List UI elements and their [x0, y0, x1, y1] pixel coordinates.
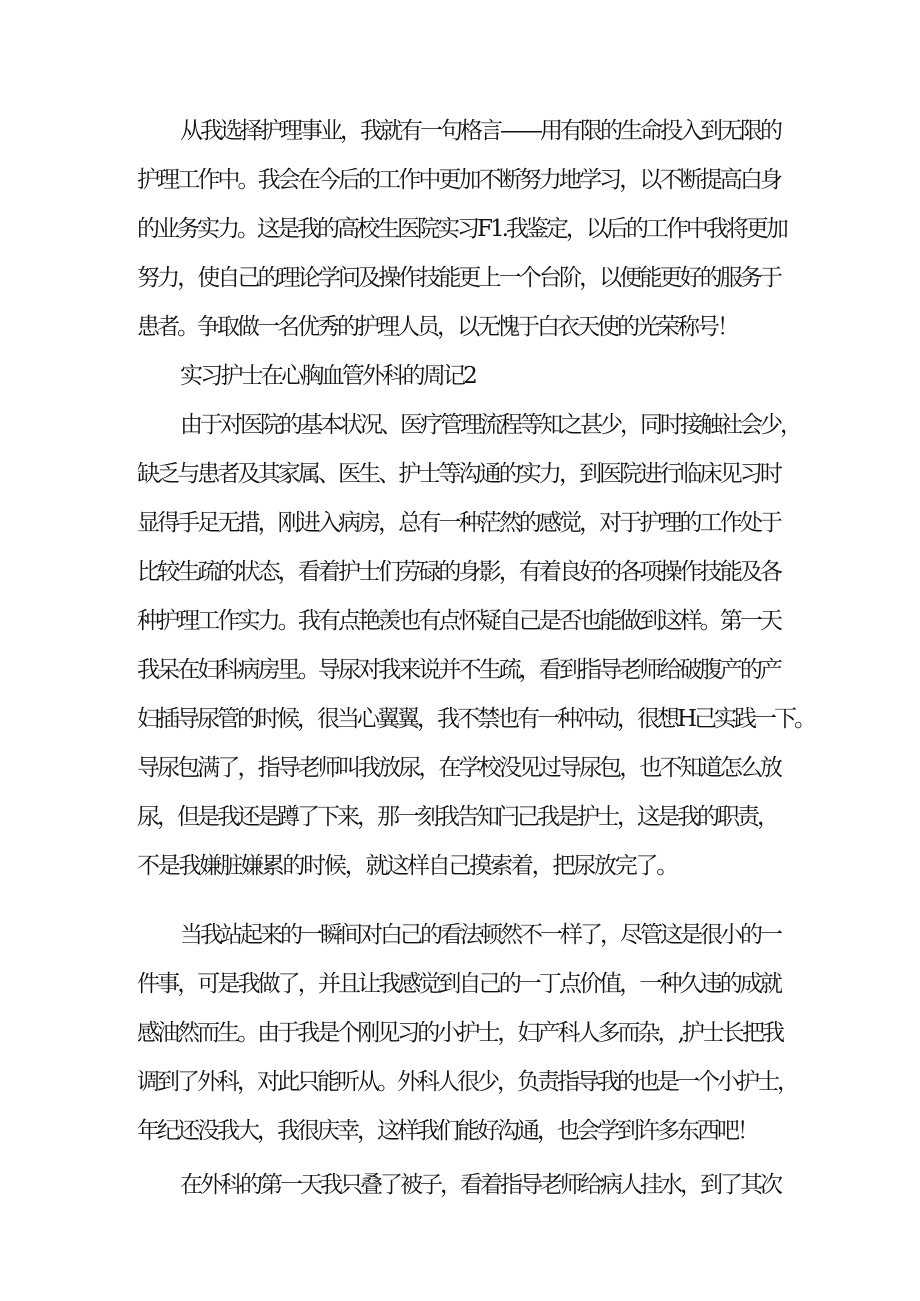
text-line: 尿，但是我还是蹲了下来，那一刻我告知闩己我是护士，这是我的职责， — [137, 804, 777, 830]
text-line: 由于对医院的基本状况、医疗管理流程等知之甚少，同时接触社会少， — [180, 412, 800, 438]
text-line: 患者。争取做一名优秀的护理人员，以无愧于白衣天使的光荣称号！ — [137, 314, 737, 340]
text-line: 感油然而生。由于我是个刚见习的小护士，妇产科人多而杂，,护士长把我 — [137, 1020, 782, 1046]
text-line: 年纪还没我大，我很庆幸，这样我们能好沟通，也会学到许多东西吧！ — [137, 1118, 757, 1144]
text-line: 缺乏与患者及其家属、医生、护士等沟通的实力，到医院进行临床见习时 — [137, 461, 780, 487]
text-line: 我呆在妇科病房里。导尿对我来说并不生疏，看到指导老师给破腹产的产 — [137, 657, 780, 683]
text-line: 妇插导尿管的时候，很当心翼翼，我不禁也有一种冲动，很想H己实践一下。 — [137, 706, 815, 732]
text-line: 护理工作中。我会在今后的工作中更加不断努力地学习，以不断提高白身 — [137, 167, 780, 193]
text-line: 调到了外科，对此只能听从。外科人很少，负责指导我的也是一个小护士， — [137, 1069, 797, 1095]
text-line: 件事，可是我做了，并且让我感觉到自己的一丁点价值，一种久违的成就 — [137, 971, 780, 997]
text-line: 在外科的第一天我只叠了被子，看着指导老师给病人挂水，到了其次 — [180, 1172, 780, 1198]
text-line: 当我站起来的一瞬间对白己的看法顿然不一样了，尽管这是很小的一 — [180, 922, 780, 948]
text-line: 导尿包满了，指导老师叫我放尿，在学校没见过导尿包，也不知道怎么放 — [137, 755, 780, 781]
text-line: 比较生疏的状态，看着护士们劳碌的身影，有着良好的各项操作技能及各 — [137, 559, 780, 585]
text-line: 从我选择护理事业，我就有一句格言——用有限的生命投入到无限的 — [180, 118, 780, 144]
section-heading: 实习护士在心胸血管外科的周记2 — [180, 363, 475, 389]
text-line: 努力，使自己的理论学问及操作技能更上一个台阶，以便能更好的服务于 — [137, 265, 780, 291]
text-line: 不是我嫌脏嫌累的时候，就这样自己摸索着，把尿放完了。 — [137, 853, 678, 879]
text-line: 种护理工作实力。我有点艳羡也有点怀疑自己是否也能做到这样。第一天 — [137, 608, 780, 634]
text-line: 的业务实力。这是我的高校生医院实习F1.我鉴定，以后的工作中我将更加 — [137, 216, 786, 242]
text-line: 显得手足无措，刚进入病房，总有一种茫然的感觉，对于护理的工作处于 — [137, 510, 780, 536]
